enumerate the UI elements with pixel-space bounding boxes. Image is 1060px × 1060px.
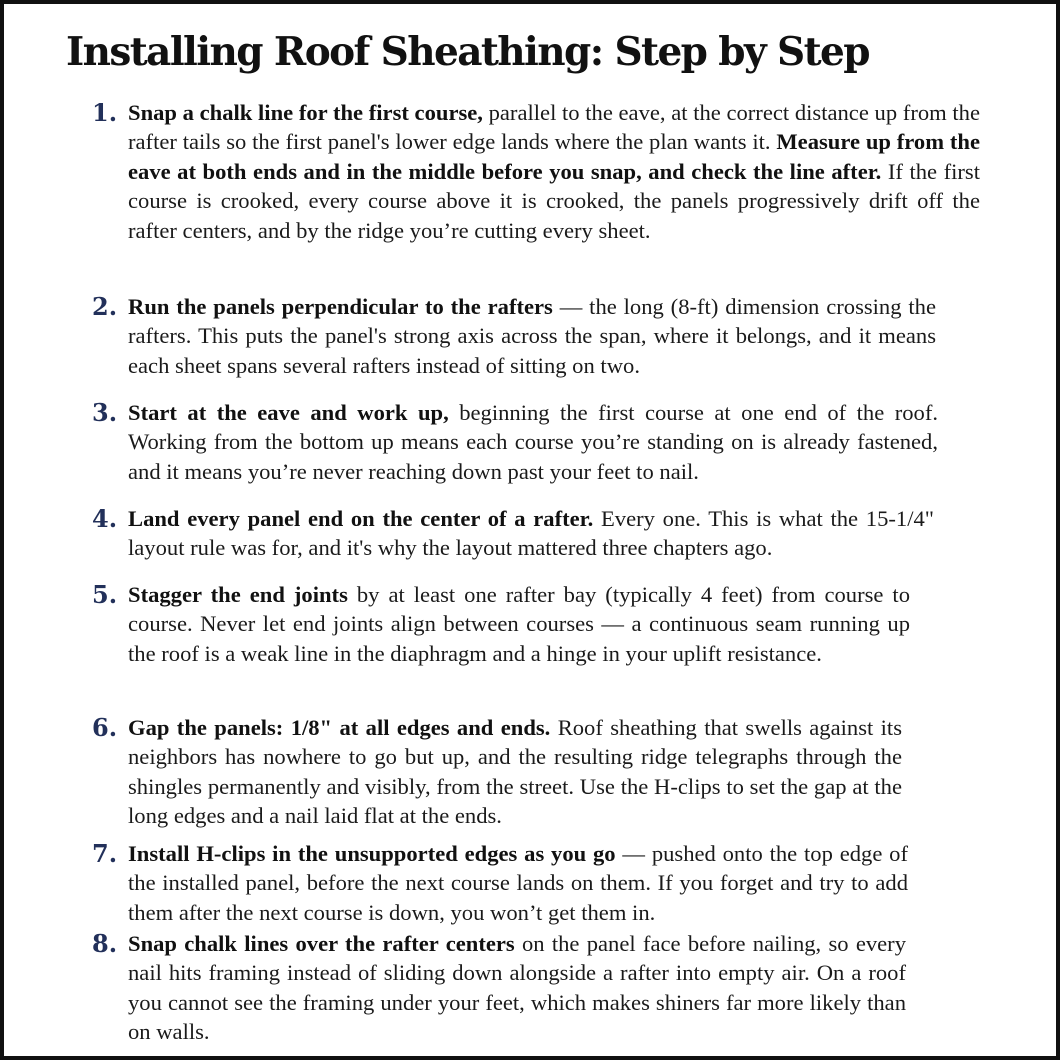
step-number: 7. <box>92 839 118 868</box>
step-number: 6. <box>92 713 118 742</box>
step-lead: Start at the eave and work up, <box>128 400 449 425</box>
step-number: 5. <box>92 580 118 609</box>
step-lead: Land every panel end on the center of a rafter. <box>128 506 594 531</box>
step-number: 2. <box>92 292 118 321</box>
steps-list <box>4 4 1056 1056</box>
step-detail: parallel to the eave, at the correct distance up from the rafter tails so the first panel's lower edge lands where the plan wants it. <box>128 100 980 155</box>
step-number: 4. <box>92 504 118 533</box>
step-detail: Every one. This is what the 15-1/4" layout rule was for, and it's why the layout mattered three chapters ago. <box>128 506 934 561</box>
step-text <box>128 98 980 245</box>
step-detail-continued: If the first course is crooked, every course above it is crooked, the panels progressively drift off the rafter centers, and by the ridge you’re cutting every sheet. <box>128 158 981 243</box>
step-text <box>128 504 934 563</box>
step-text <box>128 713 902 831</box>
step-number: 3. <box>92 398 118 427</box>
page-title: Installing Roof Sheathing: Step by Step <box>66 29 869 75</box>
step-detail: on the panel face before nailing, so every nail hits framing instead of sliding down alongside a rafter into empty air. On a roof you cannot see the framing under your feet, which makes shiners far more likely than on walls. <box>128 931 907 1045</box>
step-lead: Snap chalk lines over the rafter centers <box>128 931 515 956</box>
step-text <box>128 580 910 668</box>
step-lead: Install H-clips in the unsupported edges as you go <box>128 841 616 866</box>
step-lead: Snap a chalk line for the first course, <box>128 100 483 125</box>
step-number: 1. <box>92 98 118 127</box>
step-text <box>128 292 936 380</box>
step-text <box>128 929 906 1047</box>
step-detail: by at least one rafter bay (typically 4 feet) from course to course. Never let end joints align between courses — a continuous seam running up the roof is a weak line in the diaphragm and a hinge in your uplift resistance. <box>128 582 910 666</box>
step-lead: Run the panels perpendicular to the rafters <box>128 294 553 319</box>
step-text <box>128 398 938 486</box>
step-detail: — the long (8-ft) dimension crossing the rafters. This puts the panel's strong axis across the span, where it belongs, and it means each sheet spans several rafters instead of sitting on two. <box>128 294 936 378</box>
step-number: 8. <box>92 929 118 958</box>
step-emphasis: Measure up from the eave at both ends and in the middle before you snap, and check the line after. <box>128 129 980 184</box>
step-detail: beginning the first course at one end of the roof. Working from the bottom up means each course you’re standing on is already fastened, and it means you’re never reaching down past your feet to nail. <box>128 400 938 484</box>
step-lead: Gap the panels: 1/8" at all edges and ends. <box>128 715 551 740</box>
step-detail: Roof sheathing that swells against its neighbors has nowhere to go but up, and the resulting ridge telegraphs through the shingles permanently and visibly, from the street. Use the H-clips to set the gap at the long edges and a nail laid flat at the ends. <box>128 715 902 829</box>
step-detail: — pushed onto the top edge of the installed panel, before the next course lands on them. If you forget and try to add them after the next course is down, you won’t get them in. <box>128 841 908 925</box>
step-text <box>128 839 908 927</box>
step-lead: Stagger the end joints <box>128 582 348 607</box>
